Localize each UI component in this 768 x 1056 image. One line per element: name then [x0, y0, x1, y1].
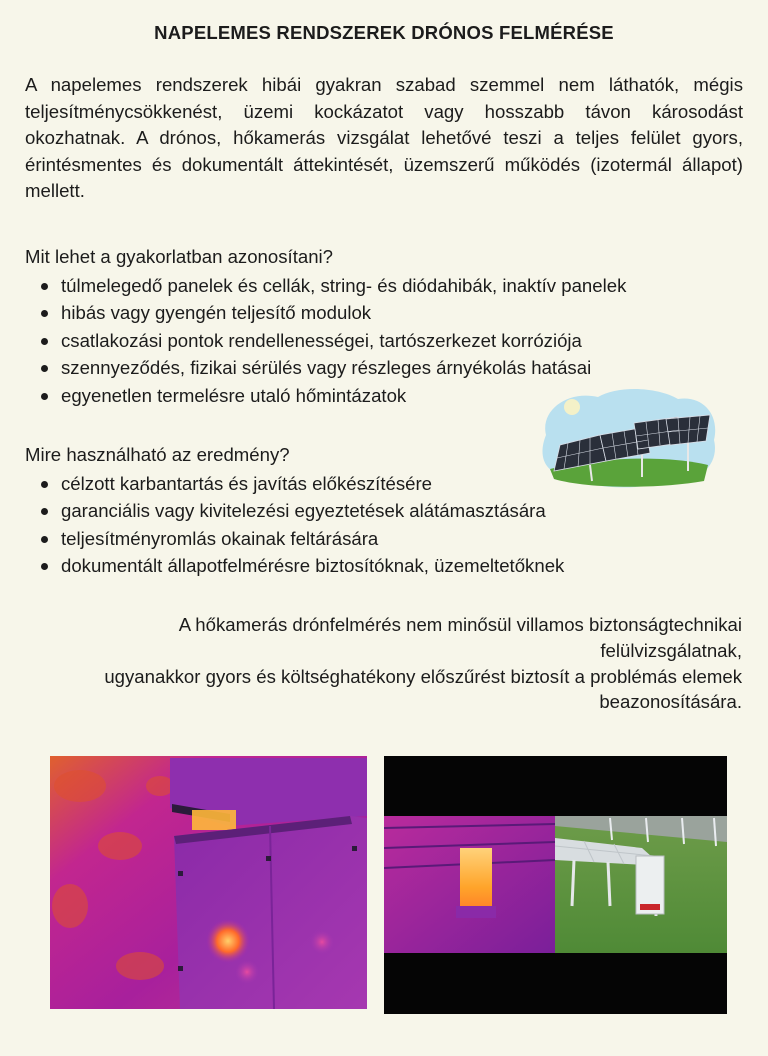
list-item: szennyeződés, fizikai sérülés vagy részleges árnyékolás hatásai: [25, 354, 626, 381]
list-item: garanciális vagy kivitelezési egyeztetések alátámasztására: [25, 497, 564, 524]
note-line: A hőkamerás drónfelmérés nem minősül villamos biztonságtechnikai felülvizsgálatnak,: [178, 614, 742, 661]
disclaimer-note: [60, 612, 742, 715]
list-item: teljesítményromlás okainak feltárására: [25, 525, 564, 552]
section-heading-usage: Mire használható az eredmény?: [25, 444, 290, 465]
intro-paragraph: A napelemes rendszerek hibái gyakran szabad szemmel nem láthatók, mégis teljesítménycsökkenést, üzemi kockázatot vagy hosszabb távon károsodást okozhatnak. A drónos, hőkamerás vizsgálat lehetővé teszi a teljes felület gyors, érintésmentes és dokumentált áttekintését, üzemszerű működés (izotermál állapot) mellett.: [25, 74, 743, 202]
page-title: NAPELEMES RENDSZEREK DRÓNOS FELMÉRÉSE: [154, 22, 614, 43]
list-item: túlmelegedő panelek és cellák, string- és diódahibák, inaktív panelek: [25, 272, 626, 299]
usage-list: [25, 470, 564, 580]
list-item: célzott karbantartás és javítás előkészítésére: [25, 470, 564, 497]
note-line: ugyanakkor gyors és költséghatékony előszűrést biztosít a problémás elemek beazonosítására.: [104, 665, 742, 713]
list-item: egyenetlen termelésre utaló hőmintázatok: [25, 382, 626, 409]
identify-list: [25, 272, 626, 409]
list-item: csatlakozási pontok rendellenességei, tartószerkezet korróziója: [25, 327, 626, 354]
list-item: dokumentált állapotfelmérésre biztosítóknak, üzemeltetőknek: [25, 552, 564, 579]
solar-panel-illustration: [538, 385, 718, 493]
thermal-and-visual-image-inverter: [384, 756, 727, 1014]
thermal-image-panels: [50, 756, 367, 1009]
section-heading-identify: Mit lehet a gyakorlatban azonosítani?: [25, 246, 334, 267]
list-item: hibás vagy gyengén teljesítő modulok: [25, 299, 626, 326]
